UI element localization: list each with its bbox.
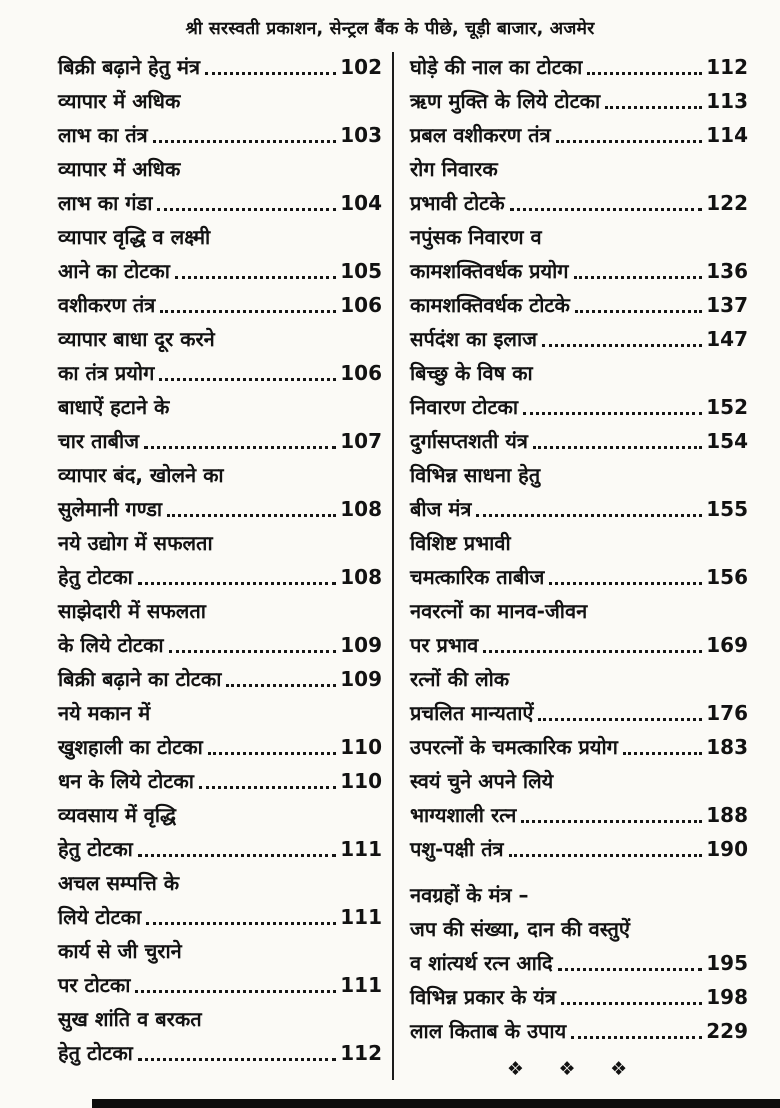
toc-line	[58, 696, 382, 730]
toc-line	[410, 912, 748, 946]
toc-entry-title: अचल सम्पत्ति के	[58, 871, 180, 895]
toc-list-right	[410, 50, 748, 1048]
page-number: 102	[340, 55, 382, 79]
toc-line	[410, 288, 748, 322]
page-number: 176	[706, 701, 748, 725]
toc-line	[58, 1002, 382, 1036]
toc-entry	[58, 84, 382, 152]
toc-entry-title: धन के लिये टोटका	[58, 769, 194, 793]
toc-entry	[58, 50, 382, 84]
toc-line	[58, 560, 382, 594]
toc-line	[58, 730, 382, 764]
toc-entry-title: निवारण टोटका	[410, 395, 519, 419]
toc-line	[410, 628, 748, 662]
toc-entry-title: कामशक्तिवर्धक प्रयोग	[410, 259, 569, 283]
toc-line	[58, 934, 382, 968]
toc-entry-title: नवग्रहों के मंत्र –	[410, 883, 529, 907]
toc-entry	[410, 832, 748, 866]
dot-leader	[226, 684, 336, 687]
page-number: 136	[706, 259, 748, 283]
toc-line	[410, 560, 748, 594]
toc-entry-title: प्रबल वशीकरण तंत्र	[410, 123, 551, 147]
dot-leader	[144, 446, 336, 449]
toc-line	[410, 424, 748, 458]
page-number: 147	[706, 327, 748, 351]
toc-entry	[410, 878, 748, 980]
toc-line	[58, 764, 382, 798]
toc-entry-title: चमत्कारिक ताबीज	[410, 565, 545, 589]
toc-entry-title: सर्पदंश का इलाज	[410, 327, 537, 351]
toc-line	[410, 526, 748, 560]
toc-entry-title: उपरत्नों के चमत्कारिक प्रयोग	[410, 735, 618, 759]
page-number: 111	[340, 973, 382, 997]
page-number: 156	[706, 565, 748, 589]
toc-line	[410, 798, 748, 832]
toc-entry-title: हेतु टोटका	[58, 565, 133, 589]
page-number: 198	[706, 985, 748, 1009]
toc-line	[410, 492, 748, 526]
toc-entry-title: व्यापार बाधा दूर करने	[58, 327, 215, 351]
toc-line	[410, 1014, 748, 1048]
toc-line	[410, 186, 748, 220]
dot-leader	[605, 106, 702, 109]
toc-entry	[410, 980, 748, 1014]
toc-entry	[410, 594, 748, 662]
toc-line	[58, 798, 382, 832]
toc-entry-title: साझेदारी में सफलता	[58, 599, 206, 623]
dot-leader	[533, 446, 702, 449]
toc-line	[58, 526, 382, 560]
dot-leader	[157, 208, 336, 211]
toc-line	[58, 84, 382, 118]
dot-leader	[523, 412, 702, 415]
toc-line	[410, 390, 748, 424]
toc-line	[58, 220, 382, 254]
page-number: 105	[340, 259, 382, 283]
toc-line	[410, 220, 748, 254]
toc-line	[58, 288, 382, 322]
dot-leader	[510, 208, 703, 211]
toc-line	[410, 152, 748, 186]
toc-line	[58, 50, 382, 84]
page-number: 110	[340, 769, 382, 793]
toc-entry-title: आने का टोटका	[58, 259, 170, 283]
dot-leader	[146, 922, 336, 925]
toc-line	[58, 118, 382, 152]
toc-entry-title: घोड़े की नाल का टोटका	[410, 55, 583, 79]
toc-entry-title: रत्नों की लोक	[410, 667, 510, 691]
toc-entry-title: व्यापार में अधिक	[58, 89, 181, 113]
toc-line	[58, 356, 382, 390]
page-number: 155	[706, 497, 748, 521]
toc-line	[58, 322, 382, 356]
toc-entry-title: विभिन्न साधना हेतु	[410, 463, 541, 487]
dot-leader	[153, 140, 337, 143]
page-number: 169	[706, 633, 748, 657]
toc-entry	[410, 50, 748, 84]
toc-line	[410, 50, 748, 84]
toc-entry	[58, 696, 382, 764]
toc-entry	[58, 390, 382, 458]
toc-entry	[58, 594, 382, 662]
dot-leader	[483, 650, 702, 653]
toc-entry	[410, 458, 748, 526]
toc-entry-title: ऋण मुक्ति के लिये टोटका	[410, 89, 601, 113]
toc-line	[58, 866, 382, 900]
toc-entry-title: बिच्छु के विष का	[410, 361, 533, 385]
toc-entry	[410, 764, 748, 832]
toc-entry-title: सुलेमानी गण्डा	[58, 497, 163, 521]
dot-leader	[542, 344, 702, 347]
toc-entry	[410, 662, 748, 730]
toc-entry-title: लिये टोटका	[58, 905, 142, 929]
dot-leader	[175, 276, 336, 279]
toc-line	[410, 764, 748, 798]
toc-line	[410, 356, 748, 390]
page-number: 103	[340, 123, 382, 147]
dot-leader	[199, 786, 336, 789]
dot-leader	[587, 72, 702, 75]
page-number: 106	[340, 361, 382, 385]
toc-entry	[410, 220, 748, 288]
toc-entry-title: स्वयं चुने अपने लिये	[410, 769, 554, 793]
page-number: 114	[706, 123, 748, 147]
dot-leader	[623, 752, 702, 755]
toc-entry-title: दुर्गासप्तशती यंत्र	[410, 429, 528, 453]
toc-line	[410, 730, 748, 764]
toc-entry-title: व्यापार वृद्धि व लक्ष्मी	[58, 225, 211, 249]
toc-entry-title: कार्य से जी चुराने	[58, 939, 182, 963]
toc-entry-title: चार ताबीज	[58, 429, 140, 453]
dot-leader	[167, 514, 336, 517]
toc-line	[58, 152, 382, 186]
toc-line	[410, 594, 748, 628]
toc-entry-title: पर प्रभाव	[410, 633, 479, 657]
page-number: 110	[340, 735, 382, 759]
toc-entry	[410, 288, 748, 322]
toc-entry	[410, 152, 748, 220]
page-number: 152	[706, 395, 748, 419]
toc-entry-title: बीज मंत्र	[410, 497, 472, 521]
toc-entry	[58, 798, 382, 866]
toc-column-left	[58, 50, 392, 1080]
toc-line	[58, 492, 382, 526]
toc-line	[410, 322, 748, 356]
toc-entry-title: जप की संख्या, दान की वस्तुऐं	[410, 917, 630, 941]
dot-leader	[138, 582, 336, 585]
dot-leader	[138, 1058, 336, 1061]
toc-entry	[58, 764, 382, 798]
page-number: 137	[706, 293, 748, 317]
toc-columns	[0, 40, 780, 1080]
page-number: 109	[340, 667, 382, 691]
page-number: 195	[706, 951, 748, 975]
toc-entry-title: व्यापार में अधिक	[58, 157, 181, 181]
toc-line	[410, 458, 748, 492]
toc-entry	[410, 118, 748, 152]
toc-entry	[58, 526, 382, 594]
toc-entry-title: विशिष्ट प्रभावी	[410, 531, 511, 555]
toc-entry-title: विभिन्न प्रकार के यंत्र	[410, 985, 556, 1009]
toc-line	[58, 628, 382, 662]
dot-leader	[538, 718, 702, 721]
dot-leader	[561, 1002, 702, 1005]
dot-leader	[558, 968, 703, 971]
dot-leader	[208, 752, 336, 755]
page-number: 109	[340, 633, 382, 657]
page-number: 183	[706, 735, 748, 759]
page-number: 229	[706, 1019, 748, 1043]
toc-entry-title: हेतु टोटका	[58, 837, 133, 861]
page-number: 112	[340, 1041, 382, 1065]
page-number: 111	[340, 837, 382, 861]
dot-leader	[159, 378, 336, 381]
dot-leader	[549, 582, 702, 585]
page-number: 113	[706, 89, 748, 113]
toc-entry-title: बिक्री बढ़ाने हेतु मंत्र	[58, 55, 201, 79]
toc-line	[58, 832, 382, 866]
toc-line	[410, 118, 748, 152]
toc-entry	[58, 152, 382, 220]
toc-line	[58, 1036, 382, 1070]
page-number: 106	[340, 293, 382, 317]
page-number: 104	[340, 191, 382, 215]
ornament-glyphs: ❖ ❖ ❖	[506, 1058, 642, 1080]
toc-entry-title: नये उद्योग में सफलता	[58, 531, 213, 555]
page-number: 111	[340, 905, 382, 929]
toc-entry-title: लाभ का गंडा	[58, 191, 153, 215]
toc-entry	[58, 934, 382, 1002]
dot-leader	[556, 140, 703, 143]
toc-entry-title: व्यवसाय में वृद्धि	[58, 803, 177, 827]
toc-entry	[410, 356, 748, 424]
page-number: 112	[706, 55, 748, 79]
toc-entry-title: पशु-पक्षी तंत्र	[410, 837, 504, 861]
toc-line	[58, 968, 382, 1002]
toc-line	[410, 662, 748, 696]
toc-line	[58, 594, 382, 628]
toc-line	[410, 696, 748, 730]
toc-entry	[58, 662, 382, 696]
dot-leader	[169, 650, 337, 653]
toc-line	[58, 424, 382, 458]
toc-entry-title: नवरत्नों का मानव-जीवन	[410, 599, 588, 623]
toc-entry	[58, 288, 382, 322]
toc-entry	[58, 220, 382, 288]
page-number: 190	[706, 837, 748, 861]
toc-entry	[410, 322, 748, 356]
toc-entry	[410, 84, 748, 118]
toc-line	[410, 84, 748, 118]
toc-line	[58, 254, 382, 288]
toc-line	[410, 832, 748, 866]
page-number: 154	[706, 429, 748, 453]
toc-entry	[58, 1002, 382, 1070]
toc-entry-title: खुशहाली का टोटका	[58, 735, 203, 759]
toc-entry-title: के लिये टोटका	[58, 633, 164, 657]
scan-edge-artifact	[92, 1099, 780, 1108]
toc-list-left	[58, 50, 382, 1070]
page-number: 108	[340, 565, 382, 589]
toc-column-right	[394, 50, 754, 1080]
page-header	[0, 0, 780, 40]
toc-entry-title: रोग निवारक	[410, 157, 498, 181]
toc-line	[410, 980, 748, 1014]
dot-leader	[160, 310, 336, 313]
toc-line	[410, 254, 748, 288]
dot-leader	[138, 854, 336, 857]
toc-entry	[58, 866, 382, 934]
toc-entry	[58, 322, 382, 390]
page-number: 122	[706, 191, 748, 215]
toc-entry-title: वशीकरण तंत्र	[58, 293, 156, 317]
dot-leader	[509, 854, 703, 857]
toc-entry-title: पर टोटका	[58, 973, 131, 997]
toc-entry-title: लाभ का तंत्र	[58, 123, 148, 147]
dot-leader	[205, 72, 336, 75]
toc-entry-title: बाधाऐं हटाने के	[58, 395, 170, 419]
toc-entry-title: व्यापार बंद, खोलने का	[58, 463, 224, 487]
toc-line	[58, 390, 382, 424]
toc-entry-title: नपुंसक निवारण व	[410, 225, 542, 249]
toc-entry-title: कामशक्तिवर्धक टोटके	[410, 293, 570, 317]
toc-entry-title: प्रचलित मान्यताऐं	[410, 701, 534, 725]
toc-line	[58, 662, 382, 696]
page-number: 108	[340, 497, 382, 521]
toc-entry-title: नये मकान में	[58, 701, 151, 725]
toc-entry-title: व शांत्यर्थ रत्न आदि	[410, 951, 553, 975]
toc-entry-title: का तंत्र प्रयोग	[58, 361, 155, 385]
dot-leader	[575, 310, 702, 313]
publisher-header-text: श्री सरस्वती प्रकाशन, सेन्ट्रल बैंक के पीछे, चूड़ी बाजार, अजमेर	[185, 19, 595, 39]
dot-leader	[135, 990, 336, 993]
toc-line	[410, 946, 748, 980]
toc-entry-title: लाल किताब के उपाय	[410, 1019, 567, 1043]
toc-line	[58, 900, 382, 934]
toc-entry	[410, 424, 748, 458]
toc-entry-title: भाग्यशाली रत्न	[410, 803, 517, 827]
toc-entry	[410, 1014, 748, 1048]
toc-entry-title: हेतु टोटका	[58, 1041, 133, 1065]
toc-entry-title: प्रभावी टोटके	[410, 191, 505, 215]
toc-entry	[410, 730, 748, 764]
ornament-row	[410, 1058, 748, 1080]
toc-line	[410, 878, 748, 912]
toc-entry-title: सुख शांति व बरकत	[58, 1007, 202, 1031]
toc-entry	[58, 458, 382, 526]
toc-entry	[410, 526, 748, 594]
toc-line	[58, 186, 382, 220]
toc-line	[58, 458, 382, 492]
toc-entry-title: बिक्री बढ़ाने का टोटका	[58, 667, 222, 691]
page-number: 188	[706, 803, 748, 827]
page-number: 107	[340, 429, 382, 453]
dot-leader	[571, 1036, 702, 1039]
dot-leader	[476, 514, 702, 517]
dot-leader	[574, 276, 703, 279]
dot-leader	[521, 820, 702, 823]
